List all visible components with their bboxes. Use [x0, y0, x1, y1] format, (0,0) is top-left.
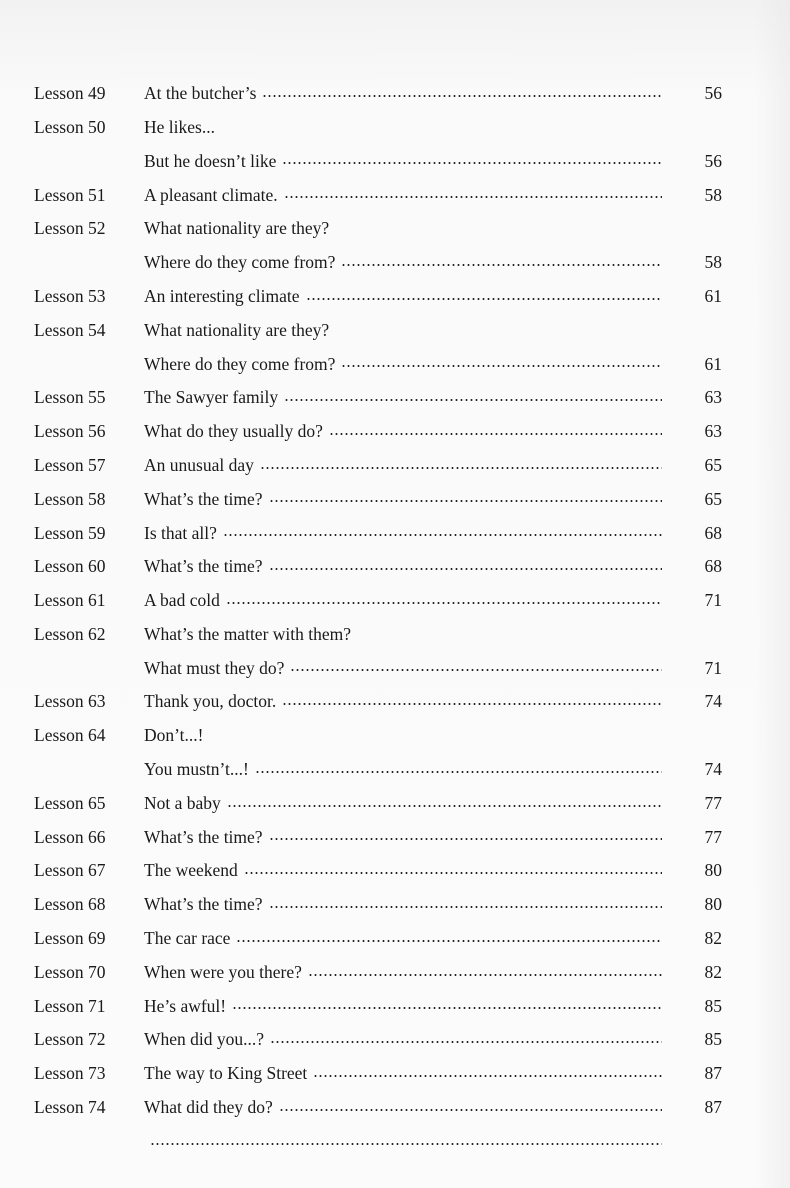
dot-leader	[260, 467, 662, 469]
toc-row[interactable]	[34, 280, 724, 314]
lesson-number: Lesson 54	[34, 319, 106, 340]
lesson-title: What did they do?	[144, 1097, 273, 1118]
page-number: 85	[704, 1029, 722, 1050]
lesson-title: What do they usually do?	[144, 421, 323, 442]
toc-row[interactable]	[34, 145, 724, 179]
lesson-number: Lesson 69	[34, 928, 106, 949]
toc-row[interactable]	[34, 618, 724, 652]
lesson-title: Thank you, doctor.	[144, 691, 277, 712]
toc-row[interactable]	[34, 314, 724, 348]
lesson-title: When did you...?	[144, 1029, 265, 1050]
lesson-number: Lesson 66	[34, 826, 106, 847]
page-number: 56	[704, 150, 722, 171]
dot-leader	[341, 264, 662, 266]
page-number: 61	[704, 353, 722, 374]
page-number: 71	[704, 590, 722, 611]
toc-row[interactable]	[34, 178, 724, 212]
lesson-title: The weekend	[144, 860, 238, 881]
toc-row[interactable]	[34, 212, 724, 246]
page-edge-shadow	[754, 0, 790, 1188]
lesson-number: Lesson 72	[34, 1029, 106, 1050]
lesson-number: Lesson 59	[34, 522, 106, 543]
dot-leader	[329, 433, 662, 435]
lesson-title: The Sawyer family	[144, 387, 279, 408]
dot-leader	[227, 805, 662, 807]
toc-row[interactable]	[34, 77, 724, 111]
lesson-number: Lesson 65	[34, 792, 106, 813]
lesson-title: A bad cold	[144, 590, 220, 611]
lesson-number: Lesson 62	[34, 623, 106, 644]
lesson-number: Lesson 61	[34, 590, 106, 611]
toc-row[interactable]	[34, 415, 724, 449]
lesson-number: Lesson 50	[34, 116, 106, 137]
dot-leader	[269, 906, 662, 908]
toc-row[interactable]	[34, 787, 724, 821]
lesson-title: When were you there?	[144, 961, 302, 982]
lesson-number: Lesson 68	[34, 894, 106, 915]
dot-leader	[290, 669, 662, 671]
lesson-number: Lesson 49	[34, 83, 106, 104]
toc-row[interactable]	[34, 1023, 724, 1057]
lesson-title: What’s the matter with them?	[144, 623, 352, 644]
dot-leader	[284, 399, 662, 401]
toc-row[interactable]	[34, 347, 724, 381]
toc-row[interactable]	[34, 483, 724, 517]
toc-row[interactable]	[34, 1057, 724, 1091]
toc-row[interactable]	[34, 888, 724, 922]
lesson-title: Where do they come from?	[144, 252, 336, 273]
lesson-title: What nationality are they?	[144, 319, 330, 340]
lesson-number: Lesson 52	[34, 218, 106, 239]
toc-row[interactable]	[34, 990, 724, 1024]
lesson-title: What nationality are they?	[144, 218, 330, 239]
toc-row[interactable]	[34, 246, 724, 280]
lesson-title: Where do they come from?	[144, 353, 336, 374]
dot-leader	[226, 602, 662, 604]
page-number: 68	[704, 522, 722, 543]
dot-leader	[150, 1143, 662, 1145]
lesson-number: Lesson 73	[34, 1063, 106, 1084]
dot-leader	[244, 872, 662, 874]
toc-row[interactable]	[34, 956, 724, 990]
toc-row[interactable]	[34, 685, 724, 719]
toc-row[interactable]	[34, 111, 724, 145]
dot-leader	[308, 974, 662, 976]
lesson-title: An unusual day	[144, 454, 254, 475]
toc-row[interactable]	[34, 550, 724, 584]
lesson-title: Don’t...!	[144, 725, 204, 746]
page-number: 85	[704, 995, 722, 1016]
page-number: 61	[704, 285, 722, 306]
page-number: 82	[704, 961, 722, 982]
lesson-number: Lesson 67	[34, 860, 106, 881]
lesson-title: At the butcher’s	[144, 83, 257, 104]
toc-row[interactable]	[34, 1125, 724, 1159]
lesson-title: What’s the time?	[144, 556, 263, 577]
page-number: 82	[704, 928, 722, 949]
dot-leader	[270, 1041, 662, 1043]
lesson-number: Lesson 55	[34, 387, 106, 408]
page-number: 77	[704, 792, 722, 813]
dot-leader	[269, 838, 662, 840]
dot-leader	[313, 1075, 662, 1077]
lesson-number: Lesson 63	[34, 691, 106, 712]
dot-leader	[223, 534, 662, 536]
toc-row[interactable]	[34, 821, 724, 855]
dot-leader	[284, 196, 662, 198]
page-number: 80	[704, 860, 722, 881]
lesson-title: What’s the time?	[144, 488, 263, 509]
dot-leader	[232, 1007, 662, 1009]
toc-row[interactable]	[34, 922, 724, 956]
dot-leader	[279, 1109, 662, 1111]
toc-row[interactable]	[34, 584, 724, 618]
lesson-title: What’s the time?	[144, 894, 263, 915]
page-number: 58	[704, 184, 722, 205]
page-number: 65	[704, 454, 722, 475]
lesson-title: What must they do?	[144, 657, 285, 678]
page-number: 80	[704, 894, 722, 915]
toc-row[interactable]	[34, 753, 724, 787]
page-number: 65	[704, 488, 722, 509]
lesson-title: A pleasant climate.	[144, 184, 278, 205]
toc-row[interactable]	[34, 449, 724, 483]
lesson-number: Lesson 70	[34, 961, 106, 982]
lesson-title: But he doesn’t like	[144, 150, 277, 171]
lesson-title: He’s awful!	[144, 995, 227, 1016]
dot-leader	[236, 940, 662, 942]
table-of-contents	[34, 77, 724, 1159]
page-number: 56	[704, 83, 722, 104]
lesson-title: The way to King Street	[144, 1063, 308, 1084]
lesson-number: Lesson 57	[34, 454, 106, 475]
dot-leader	[306, 298, 662, 300]
lesson-title: He likes...	[144, 116, 215, 137]
toc-row[interactable]	[34, 1091, 724, 1125]
toc-row[interactable]	[34, 652, 724, 686]
page-number: 87	[704, 1097, 722, 1118]
lesson-number: Lesson 71	[34, 995, 106, 1016]
lesson-number: Lesson 74	[34, 1097, 106, 1118]
page-number: 74	[704, 691, 722, 712]
page-number: 77	[704, 826, 722, 847]
lesson-title: The car race	[144, 928, 231, 949]
toc-row[interactable]	[34, 381, 724, 415]
dot-leader	[341, 365, 662, 367]
dot-leader	[269, 568, 662, 570]
toc-row[interactable]	[34, 854, 724, 888]
lesson-number: Lesson 64	[34, 725, 106, 746]
page-number: 58	[704, 252, 722, 273]
lesson-title: Not a baby	[144, 792, 221, 813]
dot-leader	[269, 500, 662, 502]
lesson-title: What’s the time?	[144, 826, 263, 847]
toc-row[interactable]	[34, 719, 724, 753]
dot-leader	[255, 771, 662, 773]
lesson-title: Is that all?	[144, 522, 217, 543]
dot-leader	[282, 162, 662, 164]
lesson-number: Lesson 58	[34, 488, 106, 509]
page-number: 71	[704, 657, 722, 678]
page-number: 68	[704, 556, 722, 577]
lesson-number: Lesson 53	[34, 285, 106, 306]
lesson-title: You mustn’t...!	[144, 759, 249, 780]
page-number: 87	[704, 1063, 722, 1084]
lesson-number: Lesson 56	[34, 421, 106, 442]
page-number: 74	[704, 759, 722, 780]
lesson-number: Lesson 60	[34, 556, 106, 577]
dot-leader	[262, 95, 662, 97]
page-number: 63	[704, 387, 722, 408]
page-number: 63	[704, 421, 722, 442]
dot-leader	[282, 703, 662, 705]
toc-row[interactable]	[34, 516, 724, 550]
lesson-number: Lesson 51	[34, 184, 106, 205]
lesson-title: An interesting climate	[144, 285, 300, 306]
